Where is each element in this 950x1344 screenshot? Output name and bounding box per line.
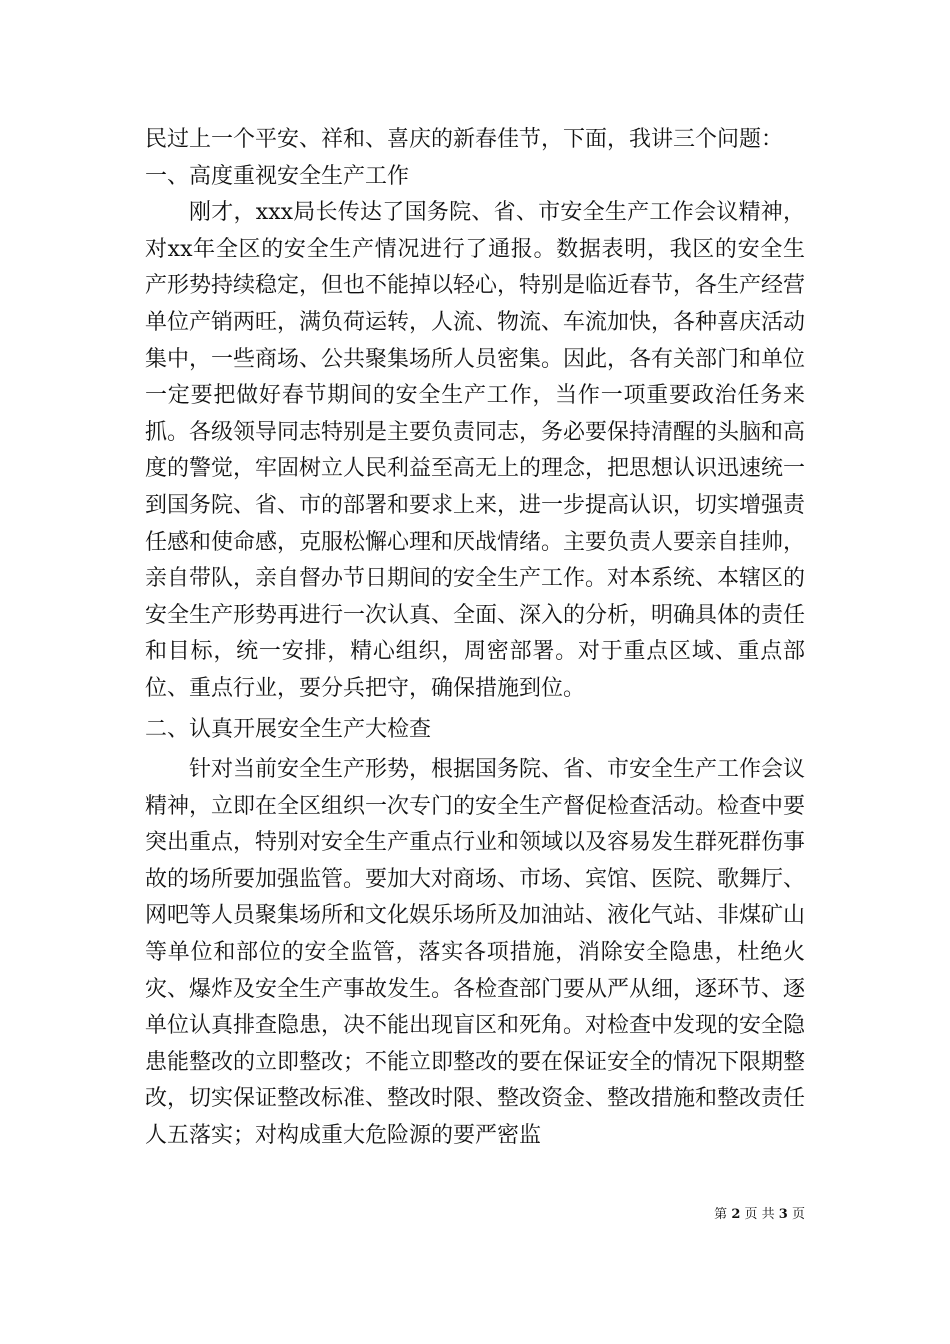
section-1-heading: 一、高度重视安全生产工作 xyxy=(145,163,410,189)
document-body xyxy=(145,122,805,1155)
footer-total-pages: 3 xyxy=(778,1207,788,1222)
section-1-paragraph: 刚才，xxx局长传达了国务院、省、市安全生产工作会议精神，对xx年全区的安全生产情况进行了通报。数据表明，我区的安全生产形势持续稳定，但也不能掉以轻心，特别是临近春节，各生产经营单位产销两旺，满负荷运转，人流、物流、车流加快，各种喜庆活动集中，一些商场、公共聚集场所人员密集。因此，各有关部门和单位一定要把做好春节期间的安全生产工作，当作一项重要政治任务来抓。各级领导同志特别是主要负责同志，务必要保持清醒的头脑和高度的警觉，牢固树立人民利益至高无上的理念，把思想认识迅速统一到国务院、省、市的部署和要求上来，进一步提高认识，切实增强责任感和使命感，克服松懈心理和厌战情绪。主要负责人要亲自挂帅，亲自带队，亲自督办节日期间的安全生产工作。对本系统、本辖区的安全生产形势再进行一次认真、全面、深入的分析，明确具体的责任和目标，统一安排，精心组织，周密部署。对于重点区域、重点部位、重点行业，要分兵把守，确保措施到位。 xyxy=(145,200,806,701)
section-2-heading: 二、认真开展安全生产大检查 xyxy=(145,716,432,742)
footer-middle: 页 共 xyxy=(744,1207,775,1222)
page-footer xyxy=(714,1203,805,1222)
footer-current-page: 2 xyxy=(731,1207,741,1222)
lead-line: 民过上一个平安、祥和、喜庆的新春佳节，下面，我讲三个问题： xyxy=(145,127,784,152)
section-2-paragraph: 针对当前安全生产形势，根据国务院、省、市安全生产工作会议精神，立即在全区组织一次专门的安全生产督促检查活动。检查中要突出重点，特别对安全生产重点行业和领域以及容易发生群死群伤事故的场所要加强监管。要加大对商场、市场、宾馆、医院、歌舞厅、网吧等人员聚集场所和文化娱乐场所及加油站、液化气站、非煤矿山等单位和部位的安全监管，落实各项措施，消除安全隐患，杜绝火灾、爆炸及安全生产事故发生。各检查部门要从严从细，逐环节、逐单位认真排查隐患，决不能出现盲区和死角。对检查中发现的安全隐患能整改的立即整改；不能立即整改的要在保证安全的情况下限期整改，切实保证整改标准、整改时限、整改资金、整改措施和整改责任人五落实；对构成重大危险源的要严密监 xyxy=(145,757,806,1149)
footer-prefix: 第 xyxy=(714,1207,728,1222)
footer-suffix: 页 xyxy=(791,1207,805,1222)
